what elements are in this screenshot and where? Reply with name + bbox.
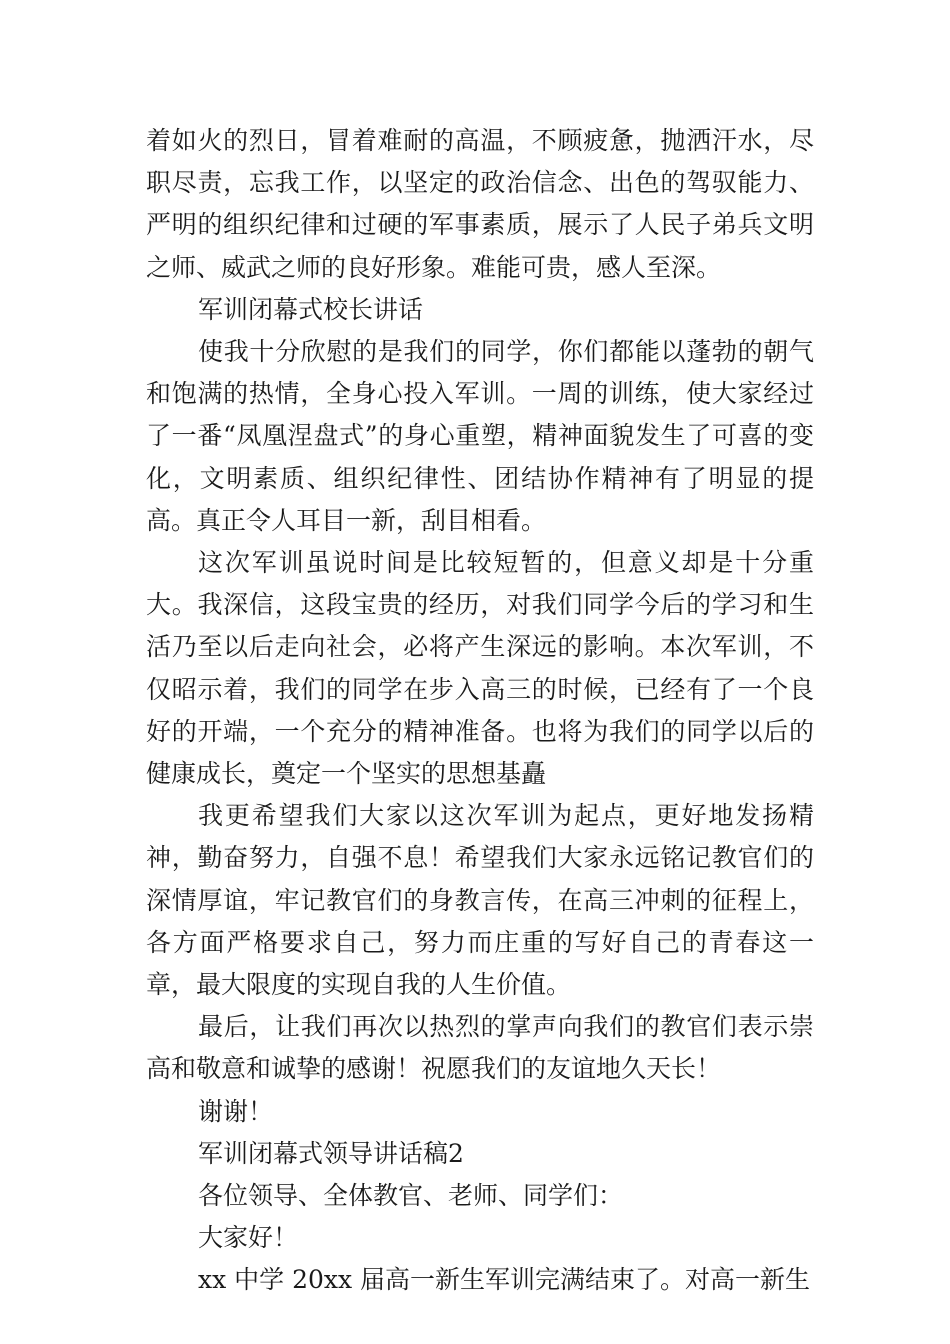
salutation-line: 各位领导、全体教官、老师、同学们： bbox=[198, 1181, 624, 1211]
thanks-line: 谢谢！ bbox=[198, 1096, 274, 1126]
greeting-line: 大家好！ bbox=[198, 1223, 299, 1253]
paragraph: 我更希望我们大家以这次军训为起点，更好地发扬精神，勤奋努力，自强不息！希望我们大家永远铭记教官们的深情厚谊，牢记教官们的身教言传，在高三冲刺的征程上，各方面严格要求自己，努力而庄重的写好自己的青春这一章，最大限度的实现自我的人生价值。 bbox=[146, 801, 814, 1000]
paragraph: 这次军训虽说时间是比较短暂的，但意义却是十分重大。我深信，这段宝贵的经历，对我们同学今后的学习和生活乃至以后走向社会，必将产生深远的影响。本次军训，不仅昭示着，我们的同学在步入高三的时候，已经有了一个良好的开端，一个充分的精神准备。也将为我们的同学以后的健康成长，奠定一个坚实的思想基矗 bbox=[146, 548, 814, 789]
paragraph: 最后，让我们再次以热烈的掌声向我们的教官们表示崇高和敬意和诚挚的感谢！祝愿我们的友谊地久天长！ bbox=[146, 1012, 814, 1084]
section-heading-principal-speech: 军训闭幕式校长讲话 bbox=[198, 294, 424, 324]
section-heading-leader-speech: 军训闭幕式领导讲话稿2 bbox=[198, 1138, 464, 1168]
paragraph-continuation: 着如火的烈日，冒着难耐的高温，不顾疲惫，抛洒汗水，尽职尽责，忘我工作，以坚定的政治信念、出色的驾驭能力、严明的组织纪律和过硬的军事素质，展示了人民子弟兵文明之师、威武之师的良好形象。难能可贵，感人至深。 bbox=[146, 126, 814, 282]
paragraph: 使我十分欣慰的是我们的同学，你们都能以蓬勃的朝气和饱满的热情，全身心投入军训。一周的训练，使大家经过了一番“凤凰涅盘式”的身心重塑，精神面貌发生了可喜的变化，文明素质、组织纪律性、团结协作精神有了明显的提高。真正令人耳目一新，刮目相看。 bbox=[146, 337, 814, 535]
document-body bbox=[146, 120, 814, 1302]
paragraph-start: xx 中学 20xx 届高一新生军训完满结束了。对高一新生 bbox=[198, 1265, 811, 1295]
